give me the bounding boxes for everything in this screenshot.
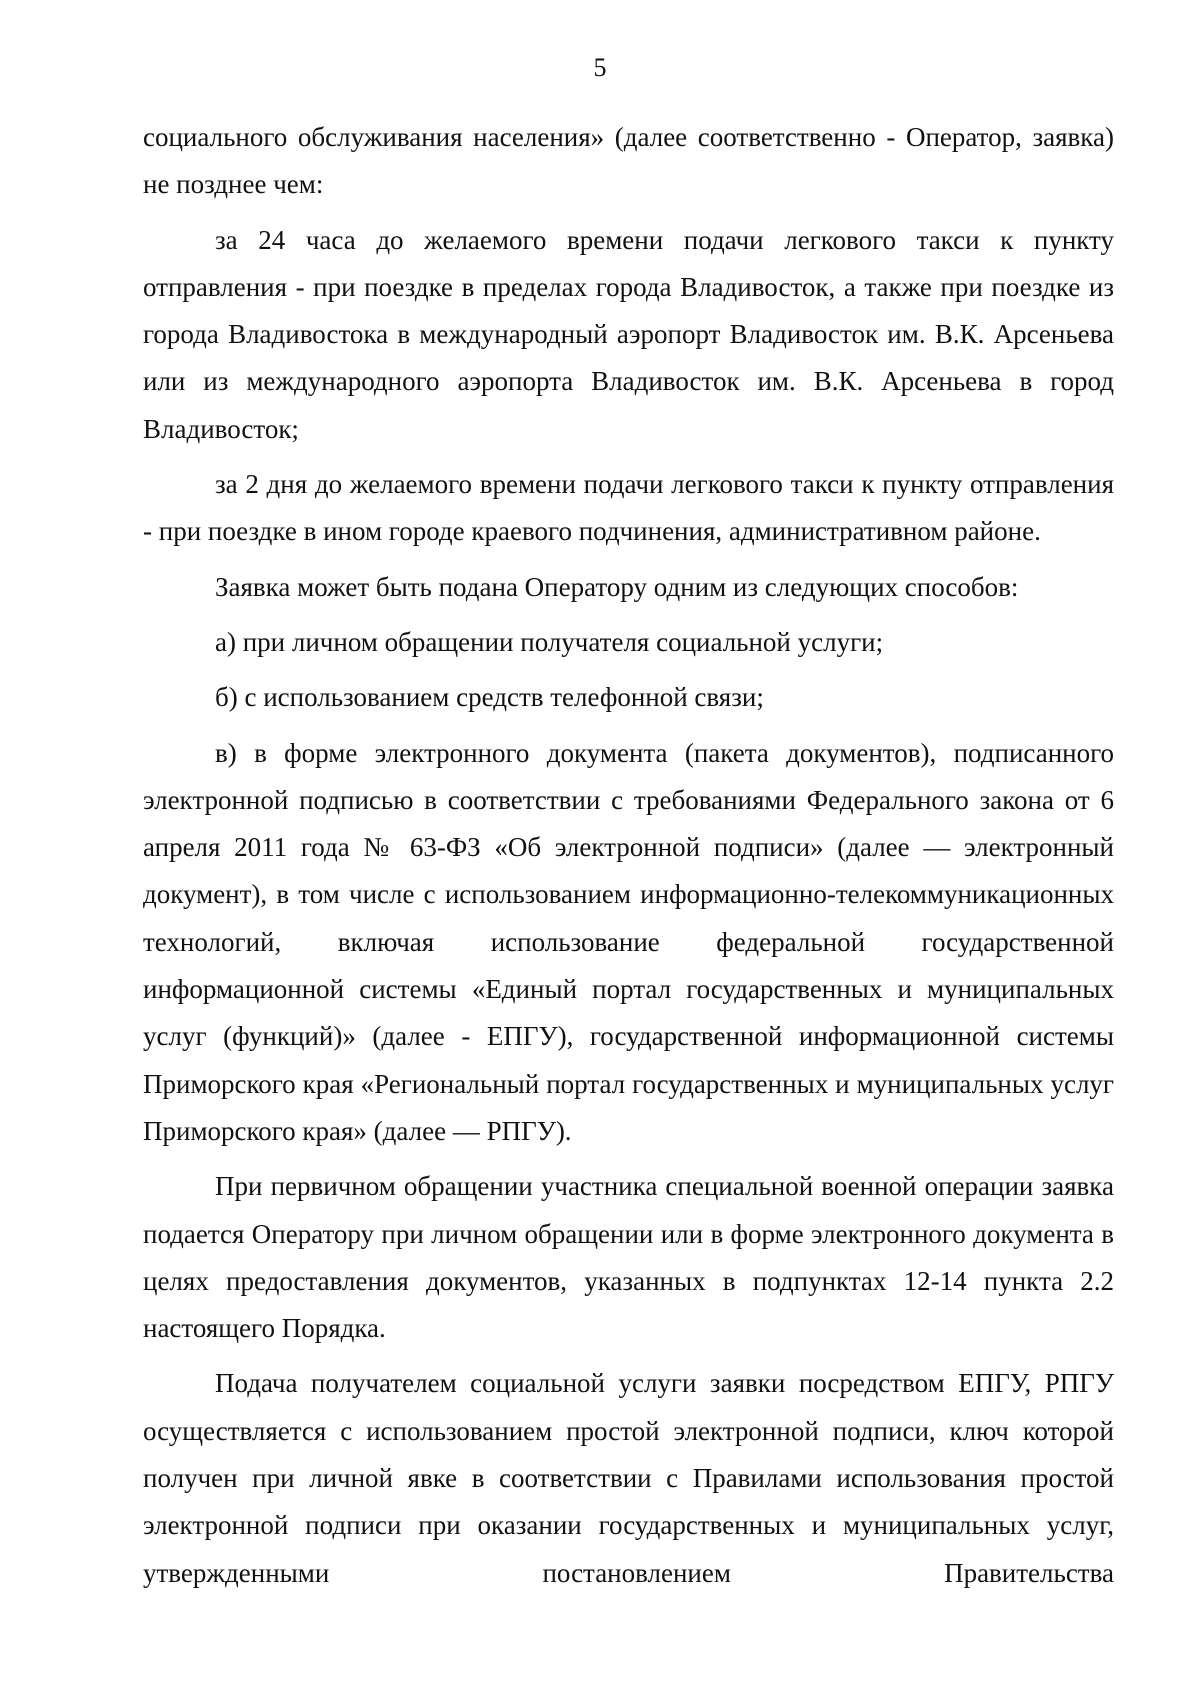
list-item-v: в) в форме электронного документа (пакета документов), подписанного электронной подписью в соответствии с требованиями Федерального закона от 6 апреля 2011 года № 63-ФЗ «Об электронной подписи» (далее — электронный документ), в том числе с использованием информационно-телекоммуникационных технологий, включая использование федеральной государственной информационной системы «Единый портал государственных и муниципальных услуг (функций)» (далее - ЕПГУ), государственной информационной системы Приморского края «Региональный портал государственных и муниципальных услуг Приморского края» (далее — РПГУ).: [143, 737, 1114, 1146]
paragraph-deadline-24h: за 24 часа до желаемого времени подачи легкового такси к пункту отправления - при поездке в пределах города Владивосток, а также при поездке из города Владивостока в международный аэропорт Владивосток им. В.К. Арсеньева или из международного аэропорта Владивосток им. В.К. Арсеньева в город Владивосток;: [143, 224, 1114, 444]
paragraph-first-request: При первичном обращении участника специальной военной операции заявка подается Оператору при личном обращении или в форме электронного документа в целях предоставления документов, указанных в подпунктах 12-14 пункта 2.2 настоящего Порядка.: [143, 1171, 1114, 1344]
paragraph-epgu-submission: Подача получателем социальной услуги заявки посредством ЕПГУ, РПГУ осуществляется с использованием простой электронной подписи, ключ которой получен при личной явке в соответствии с Правилами использования простой электронной подписи при оказании государственных и муниципальных услуг, утвержденными постановлением Правительства: [143, 1368, 1114, 1588]
list-item-b: б) с использованием средств телефонной связи;: [215, 682, 764, 713]
paragraph-continuation: социального обслуживания населения» (далее соответственно - Оператор, заявка) не позднее чем:: [143, 122, 1114, 200]
list-item-a: а) при личном обращении получателя социальной услуги;: [215, 626, 884, 657]
paragraph-submission-methods: Заявка может быть подана Оператору одним из следующих способов:: [215, 571, 1019, 602]
page-number: 5: [593, 53, 607, 82]
paragraph-deadline-2d: за 2 дня до желаемого времени подачи легкового такси к пункту отправления - при поездке в ином городе краевого подчинения, административном районе.: [143, 469, 1114, 547]
document-body: [143, 114, 1114, 1597]
